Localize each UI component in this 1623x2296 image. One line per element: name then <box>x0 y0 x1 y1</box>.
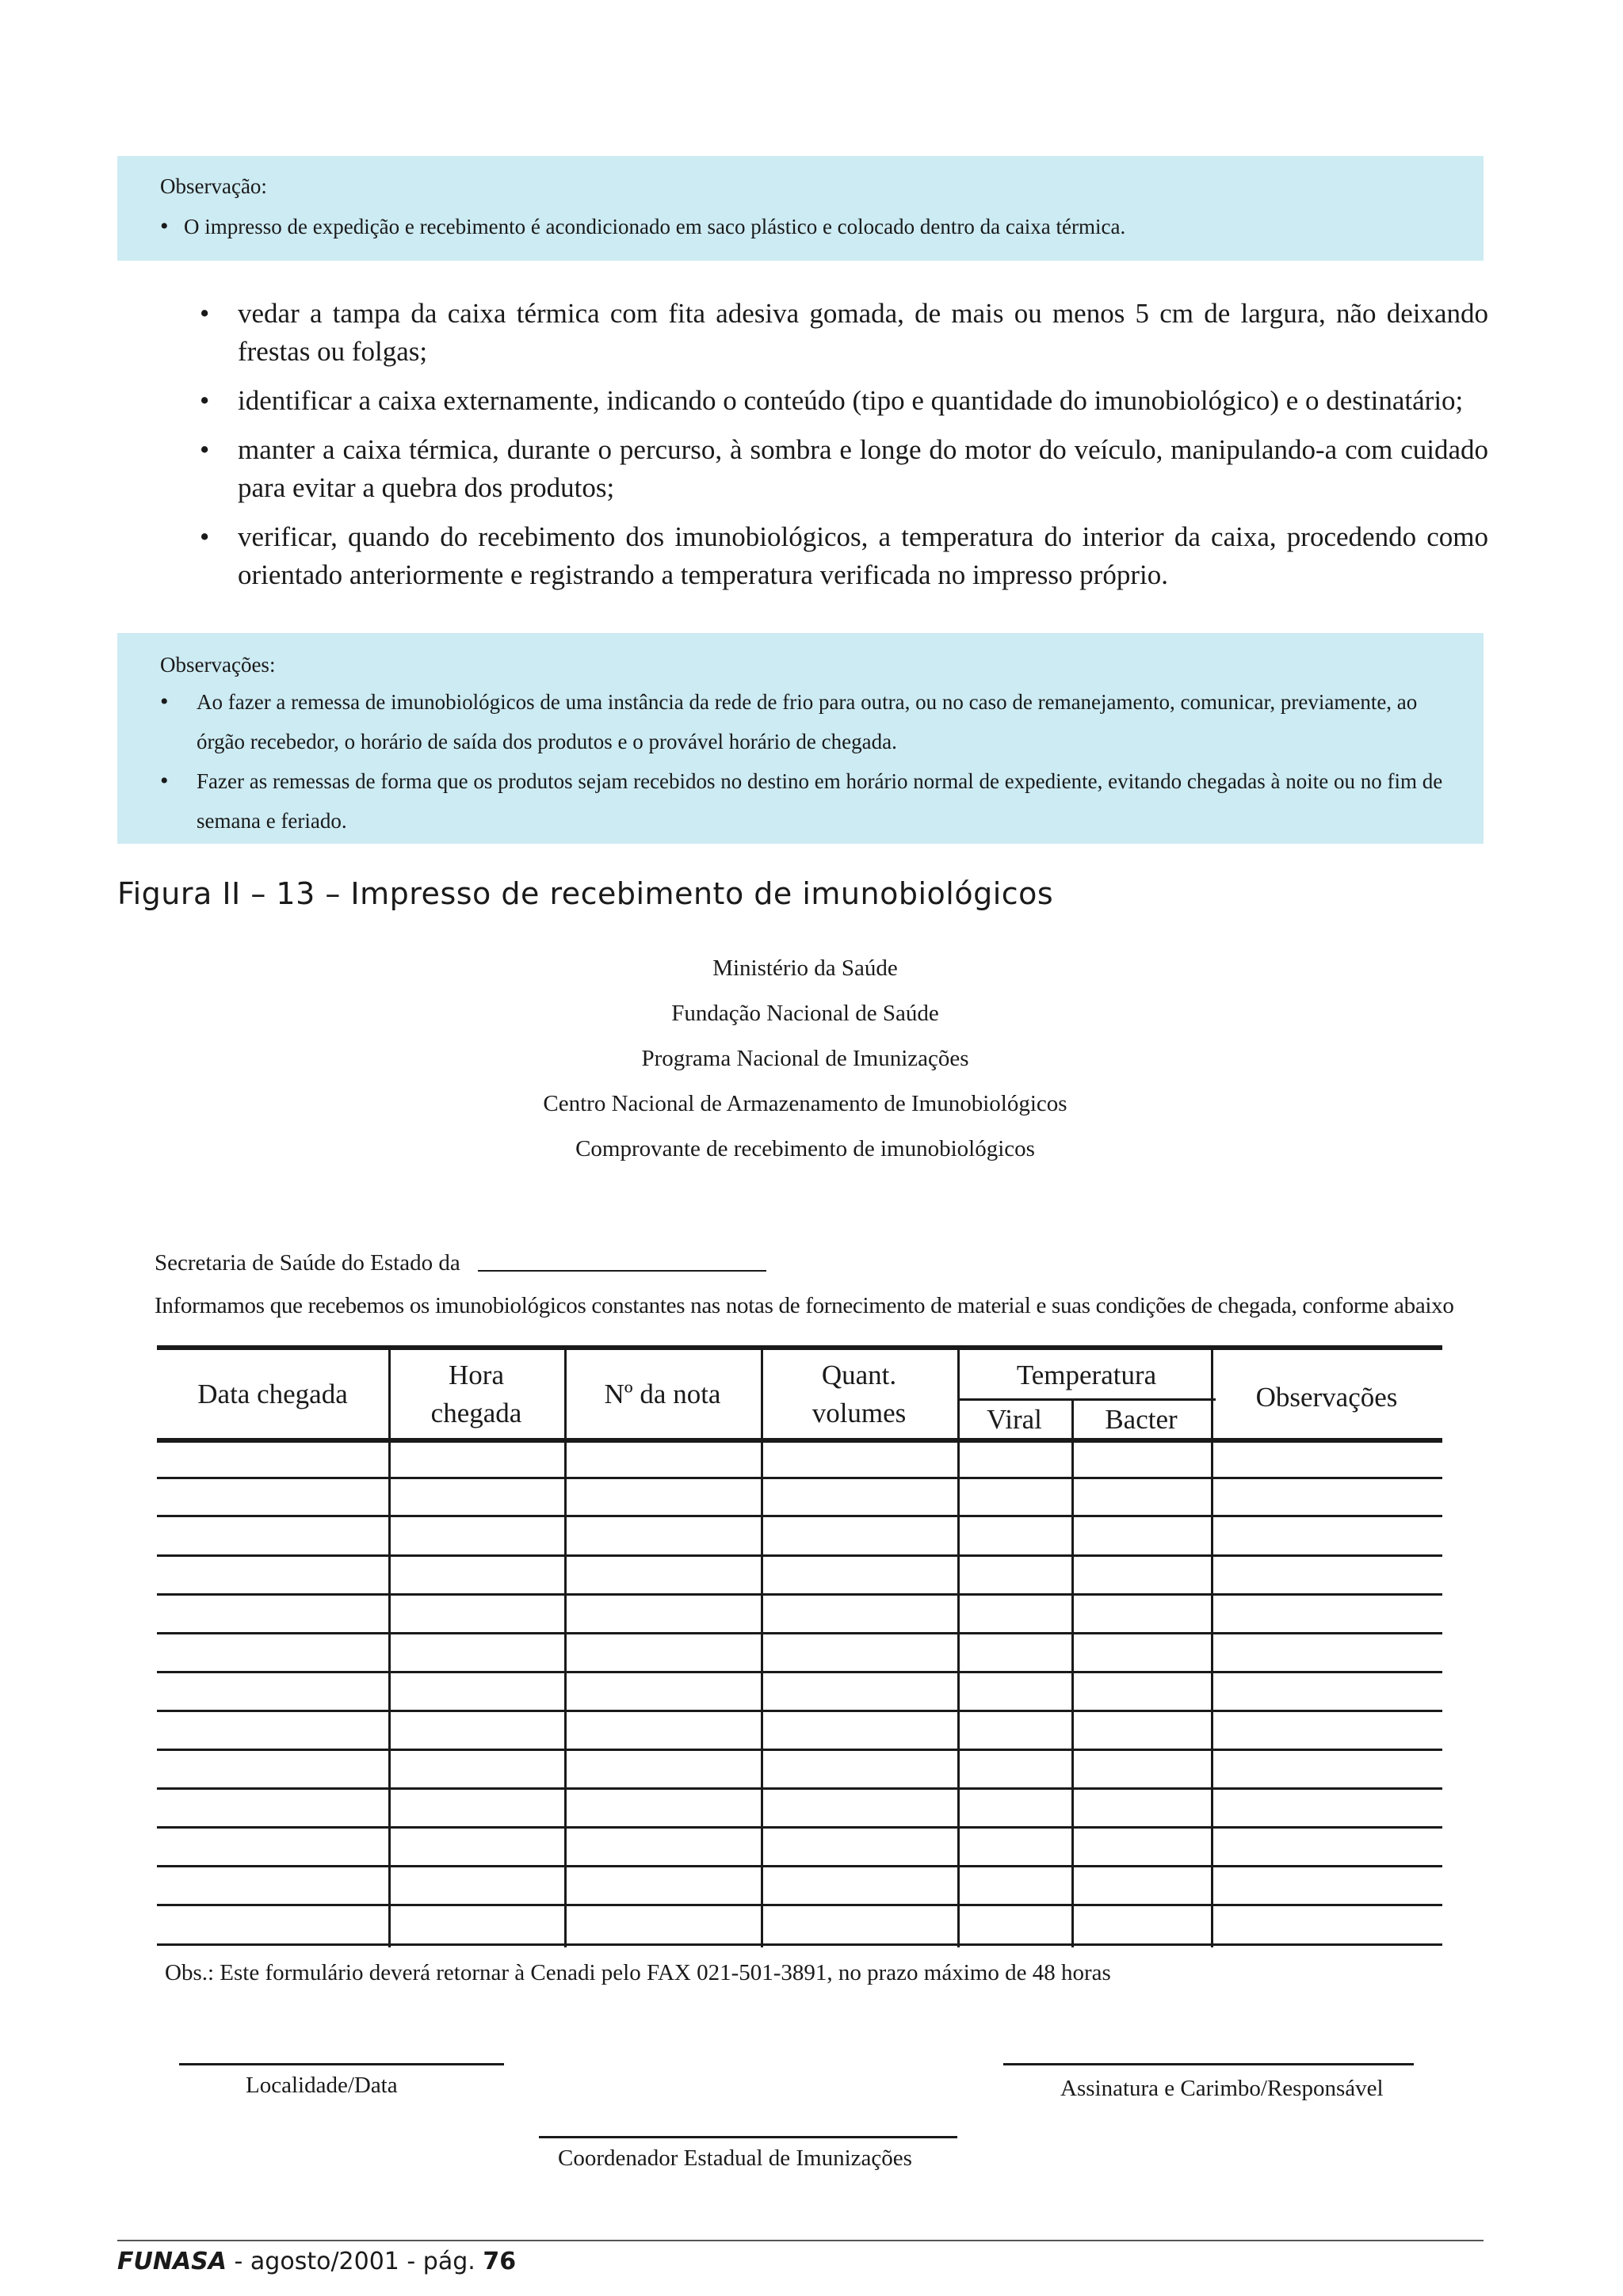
list-item-text: verificar, quando do recebimento dos imunobiológicos, a temperatura do interior da caixa, procedendo como orientado anteriormente e registrando a temperatura verificada no impresso próprio. <box>238 521 1488 590</box>
table-row[interactable] <box>157 1749 1442 1751</box>
table-row[interactable] <box>157 1826 1442 1829</box>
table-row[interactable] <box>157 1593 1442 1596</box>
page-footer <box>117 2248 516 2275</box>
col-divider <box>1211 1348 1213 1947</box>
figure-title: Figura II – 13 – Impresso de recebimento de imunobiológicos <box>117 876 1054 911</box>
table-row[interactable] <box>157 1865 1442 1867</box>
table-row[interactable] <box>157 1787 1442 1790</box>
bullet: • <box>160 213 169 239</box>
table-row[interactable] <box>157 1710 1442 1712</box>
footer-text: - agosto/2001 - pág. <box>227 2248 483 2275</box>
observations-title: Observações: <box>160 653 276 677</box>
footer-rule <box>117 2240 1484 2241</box>
table-row[interactable] <box>157 1477 1442 1479</box>
receipt-table <box>157 1345 1442 1947</box>
table-header-rule <box>157 1438 1442 1443</box>
coordenador-signature-line[interactable] <box>539 2136 957 2138</box>
header-line: Fundação Nacional de Saúde <box>671 1001 939 1026</box>
list-item-text: vedar a tampa da caixa térmica com fita adesiva gomada, de mais ou menos 5 cm de largura, não deixando frestas ou folgas; <box>238 298 1488 367</box>
observations-text: Ao fazer a remessa de imunobiológicos de uma instância da rede de frio para outra, ou no caso de remanejamento, comunicar, previamente, ao órgão recebedor, o horário de saída dos produtos e o provável horário de chegada. <box>197 690 1418 753</box>
observation-title: Observação: <box>160 174 267 198</box>
observations-box <box>117 633 1484 844</box>
localidade-label: Localidade/Data <box>246 2073 398 2098</box>
col-header-observacoes: Observações <box>1255 1382 1398 1413</box>
col-header-nota: Nº da nota <box>604 1379 721 1409</box>
observation-item <box>160 207 1484 246</box>
observations-item <box>160 761 1452 841</box>
col-header-data-chegada: Data chegada <box>197 1379 348 1409</box>
form-obs-note: Obs.: Este formulário deverá retornar à Cenadi pelo FAX 021-501-3891, no prazo máximo de 48 horas <box>165 1960 1111 1985</box>
observation-box <box>117 156 1484 261</box>
inform-text: Informamos que recebemos os imunobiológicos constantes nas notas de fornecimento de material e suas condições de chegada, conforme abaixo <box>155 1293 1454 1318</box>
secretaria-blank-field[interactable] <box>478 1270 766 1272</box>
list-item <box>200 382 1488 420</box>
bullet: • <box>160 768 169 794</box>
col-divider <box>388 1348 391 1947</box>
coordenador-label: Coordenador Estadual de Imunizações <box>558 2145 912 2171</box>
col-header-bacter: Bacter <box>1105 1404 1178 1435</box>
assinatura-signature-line[interactable] <box>1003 2063 1414 2065</box>
col-header-viral: Viral <box>987 1404 1042 1435</box>
col-divider <box>761 1348 763 1947</box>
header-line: Ministério da Saúde <box>712 955 898 981</box>
instruction-list <box>200 295 1488 605</box>
observation-text: O impresso de expedição e recebimento é acondicionado em saco plástico e colocado dentro da caixa térmica. <box>184 215 1126 238</box>
table-row[interactable] <box>157 1554 1442 1557</box>
footer-brand: FUNASA <box>117 2248 227 2275</box>
list-item <box>200 518 1488 594</box>
list-item-text: identificar a caixa externamente, indicando o conteúdo (tipo e quantidade do imunobiológico) e o destinatário; <box>238 385 1464 416</box>
list-item-text: manter a caixa térmica, durante o percurso, à sombra e longe do motor do veículo, manipulando-a com cuidado para evitar a quebra dos produtos; <box>238 434 1488 503</box>
col-header-hora-line2: chegada <box>430 1398 522 1428</box>
bullet: • <box>200 521 210 552</box>
secretaria-label: Secretaria de Saúde do Estado da <box>155 1250 460 1276</box>
list-item <box>200 295 1488 371</box>
table-row[interactable] <box>157 1943 1442 1946</box>
observations-text: Fazer as remessas de forma que os produtos sejam recebidos no destino em horário normal de expediente, evitando chegadas à noite ou no fim de semana e feriado. <box>197 769 1443 833</box>
col-header-hora-line1: Hora <box>449 1360 504 1390</box>
header-line: Comprovante de recebimento de imunobiológicos <box>575 1136 1035 1161</box>
list-item <box>200 431 1488 507</box>
col-header-quant-line1: Quant. <box>821 1360 897 1390</box>
table-row[interactable] <box>157 1632 1442 1634</box>
bullet: • <box>200 385 210 416</box>
page-number: 76 <box>483 2248 517 2275</box>
bullet: • <box>200 298 210 329</box>
col-header-hora-chegada <box>388 1356 564 1432</box>
bullet: • <box>200 434 210 465</box>
table-top-rule <box>157 1345 1442 1350</box>
secretaria-line <box>155 1250 766 1276</box>
col-divider <box>564 1348 567 1947</box>
form-header <box>401 946 1209 1172</box>
table-row[interactable] <box>157 1671 1442 1673</box>
table-row[interactable] <box>157 1904 1442 1906</box>
header-line: Programa Nacional de Imunizações <box>641 1046 969 1071</box>
bullet: • <box>160 688 169 715</box>
col-header-temperatura: Temperatura <box>1016 1360 1157 1390</box>
observations-item <box>160 682 1452 761</box>
col-header-quant-line2: volumes <box>812 1398 907 1428</box>
header-line: Centro Nacional de Armazenamento de Imunobiológicos <box>543 1091 1067 1116</box>
table-row[interactable] <box>157 1515 1442 1517</box>
localidade-signature-line[interactable] <box>179 2063 504 2065</box>
assinatura-label: Assinatura e Carimbo/Responsável <box>1060 2076 1384 2101</box>
col-header-quant-volumes <box>761 1356 957 1432</box>
